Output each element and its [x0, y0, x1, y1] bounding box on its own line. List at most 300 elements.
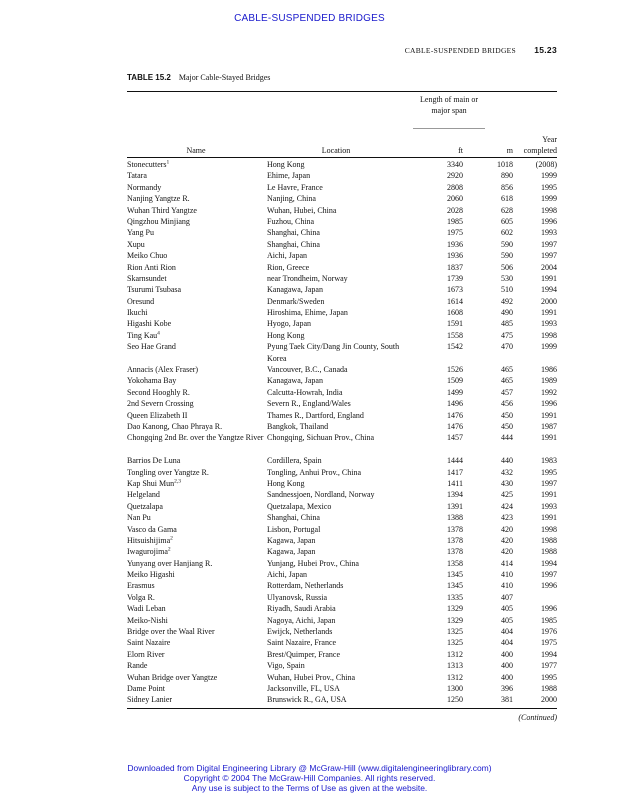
year-completed: 1999: [541, 194, 557, 204]
span-length-m: 605: [501, 216, 513, 226]
span-length-m: 424: [501, 501, 513, 511]
bridge-name-text: Annacis (Alex Fraser): [127, 365, 199, 375]
bridge-name-text: Volga R.: [127, 592, 155, 602]
bridge-location: Kanagawa, Japan: [267, 376, 323, 386]
span-length-m: 420: [501, 547, 513, 557]
table-row: [127, 683, 557, 694]
span-length-m: 381: [501, 695, 513, 705]
span-length-ft: 1417: [447, 467, 463, 477]
year-completed: 1997: [541, 478, 557, 488]
footnote-marker: 4: [157, 330, 160, 337]
table-row: [127, 318, 557, 329]
year-completed: 1992: [541, 387, 557, 397]
bridge-name-text: Kap Shui Mun: [127, 478, 175, 488]
continued-note: (Continued): [518, 713, 557, 722]
table-row: [127, 410, 557, 421]
span-length-m: 456: [501, 399, 513, 409]
span-length-m: 420: [501, 535, 513, 545]
year-completed: 1994: [541, 558, 557, 568]
bridge-name-text: Nanjing Yangtze R.: [127, 194, 190, 204]
bridge-name-text: Dame Point: [127, 684, 165, 693]
table-row: [127, 421, 557, 432]
header-name: Name: [186, 146, 206, 155]
header-m: m: [506, 146, 513, 155]
bridge-location: Hyogo, Japan: [267, 319, 311, 329]
bridge-location: Shanghai, China: [267, 228, 320, 238]
span-length-m: 590: [501, 239, 513, 249]
bridge-name: [127, 580, 265, 591]
bridge-location: Thames R., Dartford, England: [267, 410, 364, 420]
bridge-name-text: Dao Kanong, Chao Phraya R.: [127, 422, 223, 431]
span-length-m: 410: [501, 570, 513, 580]
year-completed: 1977: [541, 661, 557, 671]
table-row: [127, 524, 557, 535]
span-length-ft: 1496: [447, 399, 463, 409]
span-length-ft: 1325: [447, 638, 463, 648]
table-row: [127, 216, 557, 227]
span-length-m: 506: [501, 262, 513, 272]
span-length-ft: 1312: [447, 649, 463, 659]
table-row: [127, 387, 557, 398]
year-completed: 1975: [541, 638, 557, 648]
bridge-name: [127, 330, 265, 341]
span-length-ft: 1394: [447, 490, 463, 500]
bridge-name: [127, 227, 265, 238]
table-row: [127, 330, 557, 341]
span-length-ft: 1673: [447, 285, 463, 295]
span-length-ft: 1457: [447, 433, 463, 443]
bridge-location: Severn R., England/Wales: [267, 399, 351, 409]
year-completed: 1976: [541, 627, 557, 637]
bridge-name-text: Xupu: [127, 239, 145, 249]
bridge-name-text: Tsurumi Tsubasa: [127, 285, 182, 295]
span-length-ft: 1591: [447, 319, 463, 329]
bridge-name: [127, 387, 265, 398]
bridge-name-text: Second Hooghly R.: [127, 387, 190, 397]
year-completed: 1994: [541, 649, 557, 659]
table-row: [127, 455, 557, 466]
table-row: [127, 239, 557, 250]
span-length-m: 628: [501, 205, 513, 215]
span-length-m: 425: [501, 490, 513, 500]
span-length-ft: 1325: [447, 627, 463, 637]
year-completed: 1996: [541, 216, 557, 226]
year-completed: 1988: [541, 547, 557, 557]
year-completed: 1995: [541, 467, 557, 477]
span-length-ft: 1378: [447, 524, 463, 534]
bridge-name-text: Rande: [127, 661, 148, 671]
table-row: [127, 250, 557, 261]
bridge-name: [127, 649, 265, 660]
table-row: [127, 626, 557, 637]
bridge-name-text: Elorn River: [127, 649, 165, 659]
table-row: [127, 284, 557, 295]
footer-terms-line: Any use is subject to the Terms of Use as given at the website.: [191, 783, 428, 793]
span-length-m: 405: [501, 615, 513, 625]
bridge-name: [127, 478, 265, 489]
bridge-location: Pyung Taek City/Dang Jin County, South Korea: [267, 342, 400, 363]
table-caption: [127, 73, 270, 82]
span-length-ft: 1345: [447, 570, 463, 580]
span-length-m: 530: [501, 273, 513, 283]
span-length-ft: 1542: [447, 342, 463, 352]
bridge-name: [127, 603, 265, 614]
bridge-location: Ewijck, Netherlands: [267, 627, 333, 637]
bridge-name: [127, 683, 265, 694]
bridge-name: [127, 592, 265, 603]
bridge-name: [127, 262, 265, 273]
footnote-marker: 1: [166, 159, 170, 166]
table-row: [127, 558, 557, 569]
year-completed: 1987: [541, 422, 557, 431]
span-length-ft: 1526: [447, 365, 463, 375]
year-completed: 1989: [541, 376, 557, 386]
span-length-ft: 2028: [447, 205, 463, 215]
bridge-name-text: Saint Nazaire: [127, 638, 171, 648]
span-length-m: 590: [501, 251, 513, 261]
span-length-m: 856: [501, 182, 513, 192]
span-length-m: 457: [501, 387, 513, 397]
year-completed: 1988: [541, 535, 557, 545]
bridge-name: [127, 410, 265, 421]
year-completed: 1986: [541, 365, 557, 375]
bridge-name-text: Sidney Lanier: [127, 695, 173, 705]
bridge-location: Fuzhou, China: [267, 216, 315, 226]
table-row: [127, 569, 557, 580]
span-length-m: 890: [501, 171, 513, 181]
span-length-m: 510: [501, 285, 513, 295]
table-header-rule: [127, 157, 557, 158]
bridge-location: Calcutta-Howrah, India: [267, 387, 343, 397]
year-completed: 1983: [541, 456, 557, 466]
bridge-location: Nagoya, Aichi, Japan: [267, 615, 336, 625]
span-length-m: 404: [501, 638, 513, 648]
span-length-m: 407: [501, 592, 513, 602]
table-row: [127, 159, 557, 170]
table-row: [127, 467, 557, 478]
table-row: [127, 592, 557, 603]
table-row: [127, 341, 557, 364]
bridge-name: [127, 512, 265, 523]
span-length-ft: 1608: [447, 308, 463, 318]
bridge-name: [127, 318, 265, 329]
table-row: [127, 364, 557, 375]
bridge-location: Kagawa, Japan: [267, 547, 316, 557]
bridge-location: Quetzalapa, Mexico: [267, 501, 332, 511]
bridge-name: [127, 216, 265, 227]
bridge-name: [127, 341, 265, 352]
span-length-m: 405: [501, 604, 513, 614]
bridge-name: [127, 455, 265, 466]
bridge-name-text: Helgeland: [127, 490, 160, 500]
bridge-name: [127, 296, 265, 307]
bridge-name-text: Stonecutters: [127, 160, 167, 169]
year-completed: 1997: [541, 570, 557, 580]
table-row: [127, 694, 557, 705]
span-length-ft: 1300: [447, 684, 463, 693]
year-completed: 1996: [541, 604, 557, 614]
table-row: [127, 296, 557, 307]
bridge-location: Kanagawa, Japan: [267, 285, 323, 295]
bridge-name: [127, 307, 265, 318]
bridge-name: [127, 501, 265, 512]
bridge-name: [127, 421, 265, 432]
bridge-name-text: Wuhan Bridge over Yangtze: [127, 672, 218, 682]
bridge-name-text: Barrios De Luna: [127, 456, 181, 466]
table-row: [127, 273, 557, 284]
footnote-marker: 2: [170, 535, 173, 542]
table-row: [127, 307, 557, 318]
span-length-m: 475: [501, 330, 513, 340]
span-length-m: 492: [501, 296, 513, 306]
span-length-m: 414: [501, 558, 513, 568]
bridge-name-text: Ting Kau: [127, 330, 158, 340]
bridge-name-text: Higashi Kobe: [127, 319, 172, 329]
bridge-location: Denmark/Sweden: [267, 296, 325, 306]
bridge-name: [127, 364, 265, 375]
span-length-ft: 2060: [447, 194, 463, 204]
table-row: [127, 193, 557, 204]
table-title: Major Cable-Stayed Bridges: [178, 73, 271, 82]
year-completed: 2004: [541, 262, 557, 272]
year-completed: 1997: [541, 251, 557, 261]
year-completed: 2000: [541, 296, 557, 306]
bridge-location: Hong Kong: [267, 478, 305, 488]
bridge-name: [127, 182, 265, 193]
span-length-ft: 1558: [447, 330, 463, 340]
span-length-ft: 1499: [447, 387, 463, 397]
bridge-location: Sandnessjoen, Nordland, Norway: [267, 490, 375, 500]
span-length-ft: 1444: [447, 456, 463, 466]
table-row: [127, 227, 557, 238]
year-completed: 1999: [541, 171, 557, 181]
table-row: [127, 170, 557, 181]
span-length-m: 450: [501, 422, 513, 431]
year-completed: 1996: [541, 399, 557, 409]
table-row: [127, 489, 557, 500]
bridge-name: [127, 250, 265, 261]
bridge-name-text: Queen Elizabeth II: [127, 410, 188, 420]
year-completed: 1993: [541, 228, 557, 238]
bridge-location: Vancouver, B.C., Canada: [267, 365, 348, 375]
table-top-rule: [127, 91, 557, 92]
bridge-location: Nanjing, China: [267, 194, 316, 204]
bridge-name-text: Erasmus: [127, 581, 155, 591]
bridge-location: Hong Kong: [267, 330, 305, 340]
table-row: [127, 478, 557, 489]
span-length-ft: 1312: [447, 672, 463, 682]
span-length-m: 618: [501, 194, 513, 204]
bridge-name-text: Qingzhou Minjiang: [127, 216, 190, 226]
bridge-location: Yunjang, Hubei Prov., China: [267, 558, 359, 568]
bridge-name: [127, 660, 265, 671]
bridge-name: [127, 398, 265, 409]
table-row: [127, 535, 557, 546]
span-length-m: 400: [501, 672, 513, 682]
bridge-location: Aichi, Japan: [267, 570, 307, 580]
bridge-location: Ehime, Japan: [267, 171, 311, 181]
table-row: [127, 432, 557, 455]
year-completed: (2008): [535, 160, 557, 169]
bridge-name: [127, 159, 265, 170]
bridge-name: [127, 569, 265, 580]
span-length-m: 470: [501, 342, 513, 352]
span-length-m: 423: [501, 513, 513, 523]
bridge-name-text: 2nd Severn Crossing: [127, 399, 194, 409]
bridge-name: [127, 637, 265, 648]
bridge-name-text: Iwagurojima: [127, 547, 168, 557]
year-completed: 1991: [541, 513, 557, 523]
span-length-m: 485: [501, 319, 513, 329]
year-completed: 1996: [541, 581, 557, 591]
bridge-name: [127, 626, 265, 637]
running-head-title: CABLE-SUSPENDED BRIDGES: [404, 46, 517, 55]
year-completed: 1993: [541, 501, 557, 511]
table-row: [127, 615, 557, 626]
span-length-ft: 1476: [447, 422, 463, 431]
span-length-ft: 1388: [447, 513, 463, 523]
span-length-ft: 1476: [447, 410, 463, 420]
table-bottom-rule: [127, 708, 557, 709]
table-row: [127, 672, 557, 683]
table-row: [127, 603, 557, 614]
bridge-name-text: Wadi Leban: [127, 604, 166, 614]
span-length-ft: 2808: [447, 182, 463, 192]
document-banner: CABLE-SUSPENDED BRIDGES: [234, 13, 385, 24]
bridge-name: [127, 489, 265, 500]
bridge-name: [127, 535, 265, 546]
span-length-ft: 1614: [447, 296, 463, 306]
bridge-name: [127, 524, 265, 535]
bridge-location: Wuhan, Hubei Prov., China: [267, 672, 356, 682]
bridge-name: [127, 467, 265, 478]
year-completed: 1997: [541, 239, 557, 249]
span-length-m: 440: [501, 456, 513, 466]
bridge-location: Aichi, Japan: [267, 251, 307, 261]
bridge-name-text: Yokohama Bay: [127, 376, 177, 386]
span-length-m: 1018: [497, 160, 513, 169]
span-length-ft: 1378: [447, 547, 463, 557]
year-completed: 1995: [541, 672, 557, 682]
span-length-ft: 1391: [447, 501, 463, 511]
bridge-name-text: Hitsuishijima: [127, 535, 171, 545]
bridge-name-text: Seo Hae Grand: [127, 342, 176, 352]
table-row: [127, 182, 557, 193]
year-completed: 1991: [541, 273, 557, 283]
page-number: 15.23: [534, 45, 557, 55]
bridge-location: Brunswick R., GA, USA: [267, 695, 347, 705]
bridge-name-text: Ikuchi: [127, 308, 148, 318]
bridge-name: [127, 672, 265, 683]
span-length-m: 444: [501, 433, 513, 443]
bridge-name: [127, 558, 265, 569]
year-completed: 1991: [541, 433, 557, 443]
footnote-marker: 2,3: [174, 478, 181, 485]
span-length-ft: 1335: [447, 592, 463, 602]
table-row: [127, 262, 557, 273]
year-completed: 1999: [541, 342, 557, 352]
bridge-name-text: Wuhan Third Yangtze: [127, 205, 197, 215]
bridge-name-text: Skarnsundet: [127, 273, 167, 283]
table-row: [127, 398, 557, 409]
span-length-ft: 2920: [447, 171, 463, 181]
bridge-name-text: Chongqing 2nd Br. over the Yangtze River: [127, 433, 264, 443]
span-length-ft: 1936: [447, 251, 463, 261]
bridge-location: Hong Kong: [267, 160, 305, 169]
bridge-location: Bangkok, Thailand: [267, 422, 329, 431]
header-ft: ft: [458, 146, 463, 155]
span-length-ft: 1358: [447, 558, 463, 568]
span-length-ft: 1509: [447, 376, 463, 386]
bridge-name-text: Yang Pu: [127, 228, 154, 238]
bridge-name-text: Meiko Higashi: [127, 570, 175, 580]
header-location: Location: [321, 146, 351, 155]
span-length-ft: 1250: [447, 695, 463, 705]
bridge-location: Saint Nazaire, France: [267, 638, 337, 648]
year-completed: 1985: [541, 615, 557, 625]
year-completed: 1988: [541, 684, 557, 693]
table-number: TABLE 15.2: [127, 73, 171, 82]
year-completed: 1991: [541, 410, 557, 420]
bridge-name-text: Tongling over Yangtze R.: [127, 467, 209, 477]
span-length-m: 465: [501, 376, 513, 386]
running-head: [405, 45, 557, 55]
header-length-of-span: Length of main or major span: [420, 95, 478, 115]
bridge-location: Chongqing, Sichuan Prov., China: [267, 433, 375, 443]
bridge-name-text: Quetzalapa: [127, 501, 163, 511]
year-completed: 1998: [541, 524, 557, 534]
table-row: [127, 205, 557, 216]
bridge-location: Rotterdam, Netherlands: [267, 581, 344, 591]
table-row: [127, 580, 557, 591]
bridge-location: Wuhan, Hubei, China: [267, 205, 337, 215]
span-length-ft: 1329: [447, 615, 463, 625]
footer-copyright-line: Copyright © 2004 The McGraw-Hill Companies. All rights reserved.: [183, 773, 436, 783]
download-footer: [0, 763, 619, 793]
bridge-name: [127, 273, 265, 284]
bridge-name: [127, 694, 265, 705]
table-body: [127, 159, 557, 706]
bridge-name: [127, 205, 265, 216]
table-row: [127, 501, 557, 512]
span-length-m: 404: [501, 627, 513, 637]
bridge-name-text: Vasco da Gama: [127, 524, 177, 534]
span-length-m: 465: [501, 365, 513, 375]
footer-download-line[interactable]: Downloaded from Digital Engineering Library @ McGraw-Hill (www.digitalengineeringlibrary.com): [127, 763, 492, 773]
bridge-location: Lisbon, Portugal: [267, 524, 321, 534]
year-completed: 1993: [541, 319, 557, 329]
bridge-name-text: Normandy: [127, 182, 162, 192]
bridge-name-text: Rion Anti Rion: [127, 262, 176, 272]
table-row: [127, 375, 557, 386]
bridge-location: Kagawa, Japan: [267, 535, 316, 545]
bridge-location: Shanghai, China: [267, 239, 320, 249]
bridge-name-text: Meiko-Nishi: [127, 615, 168, 625]
span-length-ft: 1985: [447, 216, 463, 226]
bridge-location: Shanghai, China: [267, 513, 320, 523]
span-length-ft: 1975: [447, 228, 463, 238]
span-length-m: 450: [501, 410, 513, 420]
bridge-location: Hiroshima, Ehime, Japan: [267, 308, 348, 318]
span-length-ft: 1329: [447, 604, 463, 614]
footnote-marker: 2: [167, 546, 171, 553]
span-length-m: 400: [501, 649, 513, 659]
bridge-location: Le Havre, France: [267, 182, 323, 192]
bridge-name-text: Tatara: [127, 171, 147, 181]
bridge-name: [127, 170, 265, 181]
span-length-m: 602: [501, 228, 513, 238]
bridge-location: near Trondheim, Norway: [267, 273, 348, 283]
